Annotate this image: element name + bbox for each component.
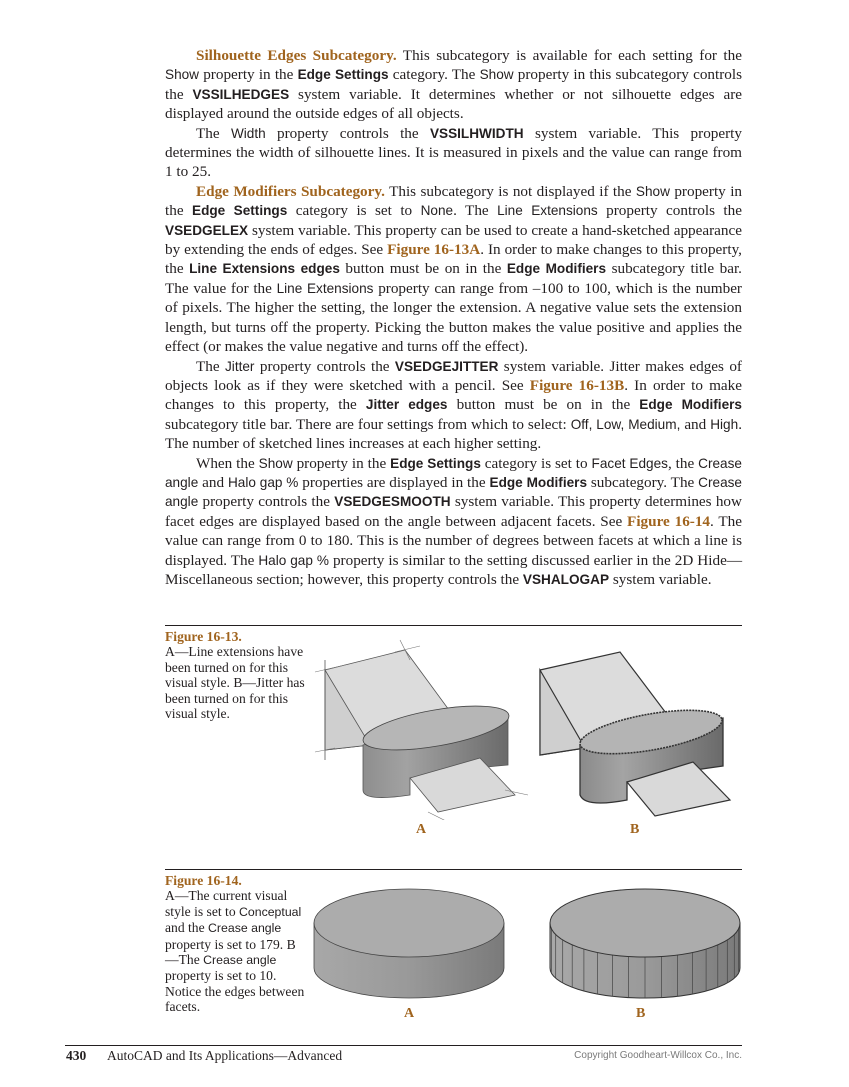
figure-16-13b-jitter-image (525, 640, 740, 820)
figure-16-13-rule (165, 625, 742, 626)
figure-title: Figure 16-14. (165, 873, 242, 888)
figure-16-13a-line-extensions-image (300, 630, 530, 820)
system-variable: VSSILHWIDTH (429, 125, 524, 141)
figure-16-13-label-a: A (416, 822, 427, 837)
figure-reference-link[interactable]: Figure 16-14 (627, 512, 711, 530)
section-heading: Silhouette Edges Subcategory. (196, 47, 397, 64)
page-number: 430 (66, 1048, 87, 1063)
footer-rule (65, 1045, 742, 1046)
figure-reference-link[interactable]: Figure 16-13A (387, 241, 481, 259)
figure-16-13-caption: Figure 16-13. A—Line extensions have been turned on for this visual style. B—Jitter has been turned on for this visual style. (165, 629, 305, 722)
figure-16-13-label-b: B (630, 822, 640, 837)
system-variable: VSEDGEJITTER (394, 358, 499, 374)
copyright-notice: Copyright Goodheart-Willcox Co., Inc. (574, 1050, 742, 1061)
section-heading: Edge Modifiers Subcategory. (196, 182, 385, 200)
figure-16-14-label-a: A (404, 1006, 415, 1021)
figure-16-14-caption: Figure 16-14. A—The current visual style is set to Conceptual and the Crease angle property is set to 179. B—The Crease angle property is set to 10. Notice the edges between facets. (165, 873, 305, 1015)
system-variable: VSHALOGAP (522, 571, 610, 587)
system-variable: VSEDGELEX (165, 222, 249, 238)
figure-title: Figure 16-13. (165, 629, 242, 644)
paragraph-width: The Width property controls the VSSILHWIDTH system variable. This property determines the width of silhouette lines. It is measured in pixels and the value can range from 1 to 25. (165, 124, 742, 181)
paragraph-silhouette-edges: Silhouette Edges Subcategory. This subcategory is available for each setting for the Show property in the Edge Settings category. The Show property in this subcategory controls the VSSILHEDGES system variable. It determines whether or not silhouette edges are displayed around the outside edges of all objects. (165, 47, 743, 123)
system-variable: VSEDGESMOOTH (334, 494, 451, 510)
figure-16-14a-cylinder-image (312, 880, 507, 1000)
paragraph-edge-modifiers: Edge Modifiers Subcategory. This subcategory is not displayed if the Show property in the Edge Settings category is set to None. The Line Extensions property controls the VSEDGELEX system variable. This property can be used to create a hand-sketched appearance by extending the ends of edges. See Figure 16-13A. In order to make changes to this property, the Line Extensions edges button must be on in the Edge Modifiers subcategory title bar. The value for the Line Extensions property can range from –100 to 100, which is the number of pixels. The higher the setting, the longer the extension. A negative value sets the extension length, but turns off the property. Picking the button makes the value positive and applies the effect (or makes the value negative and turns off the effect). (165, 182, 743, 356)
system-variable: VSSILHEDGES (192, 86, 290, 102)
figure-16-14-label-b: B (636, 1006, 646, 1021)
figure-reference-link[interactable]: Figure 16-13B (529, 376, 625, 394)
paragraph-crease-angle: When the Show property in the Edge Settings category is set to Facet Edges, the Crease angle and Halo gap % properties are displayed in the Edge Modifiers subcategory. The Crease angle property controls the VSEDGESMOOTH system variable. This property determines how facet edges are displayed based on the angle between adjacent facets. See Figure 16-14. The value can range from 0 to 180. This is the number of degrees between facets at which a line is displayed. The Halo gap % property is similar to the setting discussed earlier in the 2D Hide—Miscellaneous section; however, this property controls the VSHALOGAP system variable. (165, 454, 743, 588)
figure-16-14-rule (165, 869, 742, 870)
body-text (165, 46, 742, 589)
figure-16-14b-cylinder-faceted-image (548, 880, 743, 1000)
book-title: AutoCAD and Its Applications—Advanced (107, 1048, 343, 1063)
paragraph-jitter: The Jitter property controls the VSEDGEJITTER system variable. Jitter makes edges of objects look as if they were sketched with a pencil. See Figure 16-13B. In order to make changes to this property, the Jitter edges button must be on in the Edge Modifiers subcategory title bar. There are four settings from which to select: Off, Low, Medium, and High. The number of sketched lines increases at each higher setting. (165, 357, 742, 453)
